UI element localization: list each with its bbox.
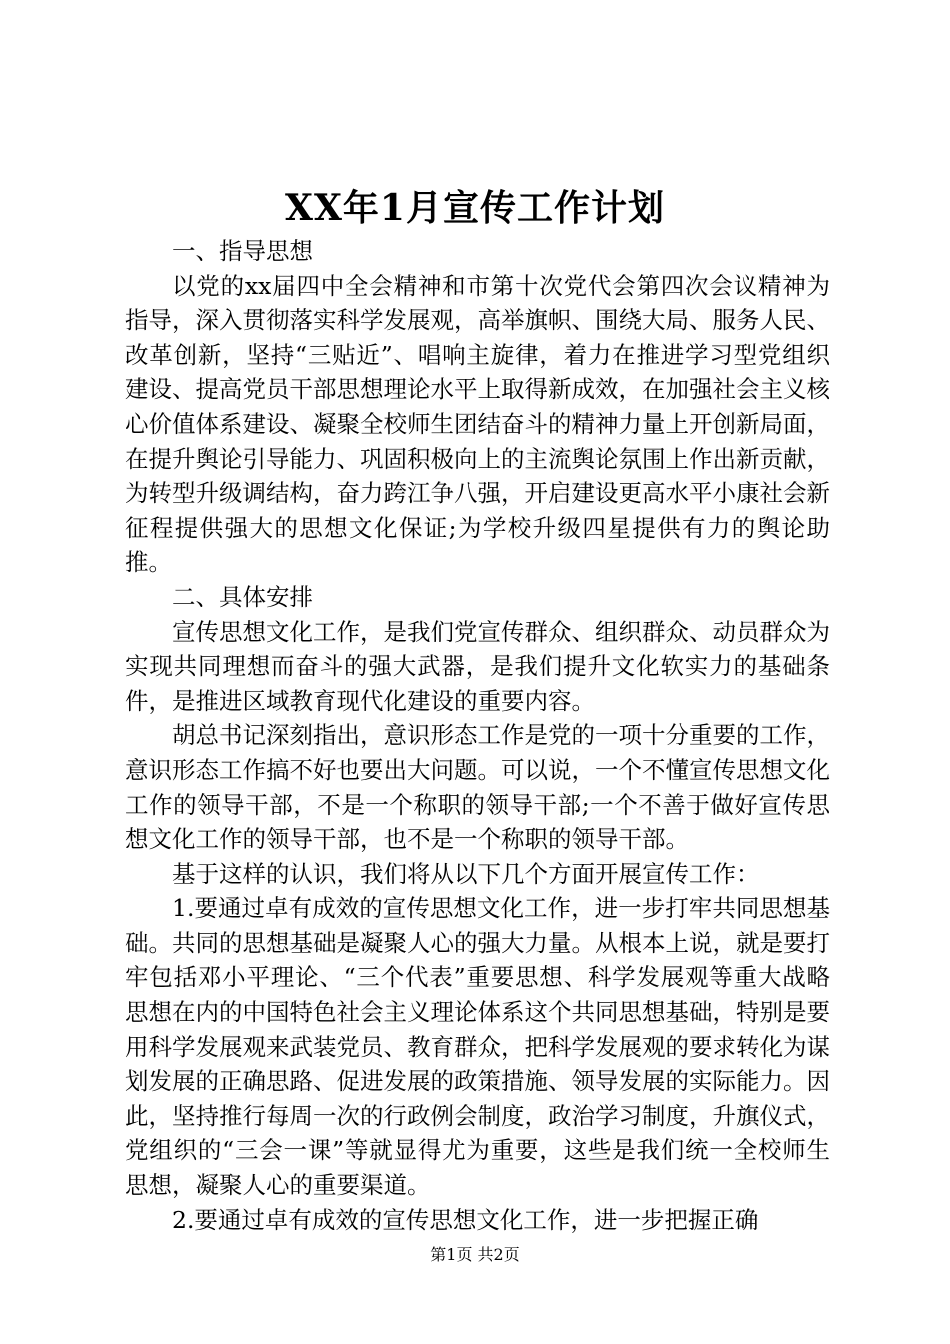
numbered-paragraph: 2.要通过卓有成效的宣传思想文化工作，进一步把握正确 xyxy=(172,1205,759,1234)
paragraph: 宣传思想文化工作，是我们党宣传群众、组织群众、动员群众为实现共同理想而奋斗的强大武器，是我们提升文化软实力的基础条件，是推进区域教育现代化建设的重要内容。 xyxy=(125,617,830,715)
numbered-paragraph: 1.要通过卓有成效的宣传思想文化工作，进一步打牢共同思想基础。共同的思想基础是凝聚人心的强大力量。从根本上说，就是要打牢包括邓小平理论、“三个代表”重要思想、科学发展观等重大战略思想在内的中国特色社会主义理论体系这个共同思想基础，特别是要用科学发展观来武装党员、教育群众，把科学发展观的要求转化为谋划发展的正确思路、促进发展的政策措施、领导发展的实际能力。因此，坚持推行每周一次的行政例会制度，政治学习制度，升旗仪式，党组织的“三会一课”等就显得尤为重要，这些是我们统一全校师生思想，凝聚人心的重要渠道。 xyxy=(125,894,830,1200)
document-title: XX年1月宣传工作计划 xyxy=(285,187,665,229)
document-body xyxy=(125,234,830,1237)
page-footer: 第1页 共2页 xyxy=(430,1245,520,1264)
section-heading-specific-arrangements: 二、具体安排 xyxy=(172,582,313,611)
paragraph: 胡总书记深刻指出，意识形态工作是党的一项十分重要的工作，意识形态工作搞不好也要出大问题。可以说，一个不懂宣传思想文化工作的领导干部，不是一个称职的领导干部;一个不善于做好宣传思想文化工作的领导干部，也不是一个称职的领导干部。 xyxy=(125,721,830,854)
section-heading-guiding-thought: 一、指导思想 xyxy=(172,237,313,265)
paragraph: 基于这样的认识，我们将从以下几个方面开展宣传工作： xyxy=(172,859,760,888)
paragraph: 以党的xx届四中全会精神和市第十次党代会第四次会议精神为指导，深入贯彻落实科学发展观，高举旗帜、围绕大局、服务人民、改革创新，坚持“三贴近”、唱响主旋律，着力在推进学习型党组织建设、提高党员干部思想理论水平上取得新成效，在加强社会主义核心价值体系建设、凝聚全校师生团结奋斗的精神力量上开创新局面，在提升舆论引导能力、巩固积极向上的主流舆论氛围上作出新贡献，为转型升级调结构，奋力跨江争八强，开启建设更高水平小康社会新征程提供强大的思想文化保证;为学校升级四星提供有力的舆论助推。 xyxy=(125,271,830,577)
